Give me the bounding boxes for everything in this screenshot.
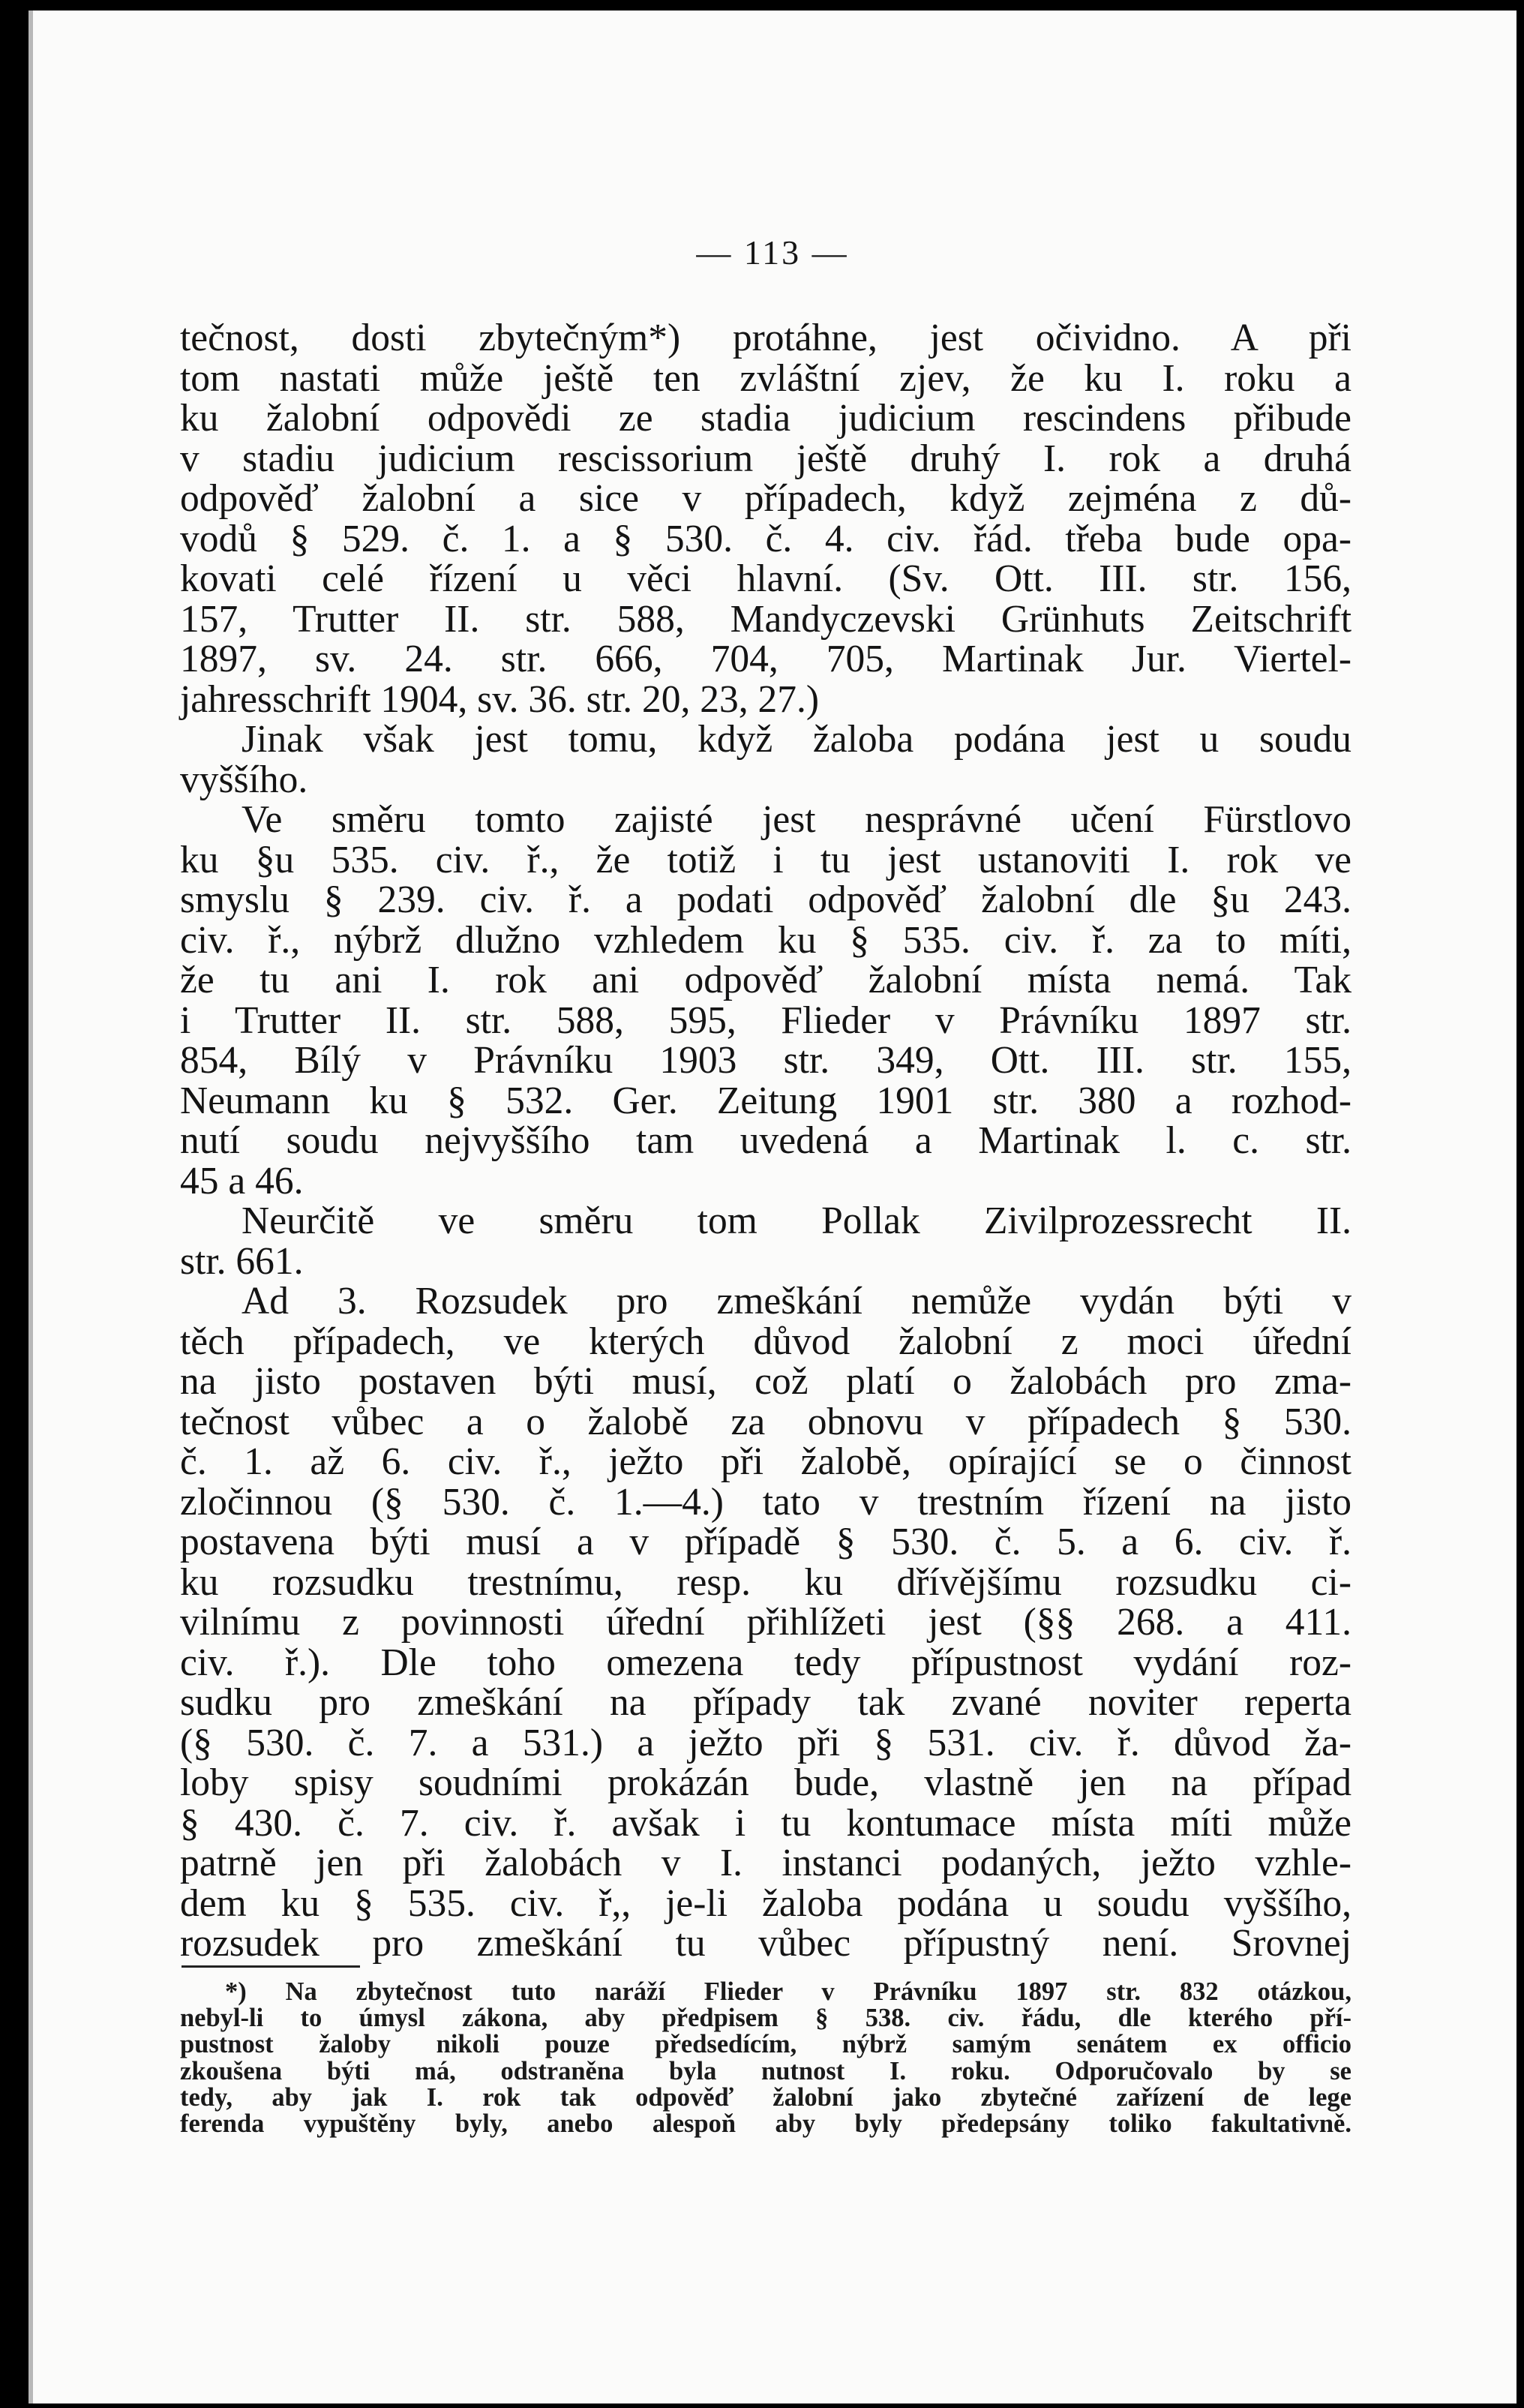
text-line: ku rozsudku trestnímu, resp. ku dřívějšímu rozsudku ci-	[180, 1560, 1352, 1604]
text-line: těch případech, ve kterých důvod žalobní z moci úřední	[180, 1320, 1352, 1363]
text-line: Jinak však jest tomu, když žaloba podána jest u soudu	[242, 718, 1352, 761]
text-line: ku §u 535. civ. ř., že totiž i tu jest ustanoviti I. rok ve	[180, 838, 1352, 881]
text-line: postavena býti musí a v případě § 530. č. 5. a 6. civ. ř.	[180, 1521, 1352, 1563]
text-line: sudku pro zmeškání na případy tak zvané noviter reperta	[180, 1681, 1352, 1724]
text-line: dem ku § 535. civ. ř,, je-li žaloba podána u soudu vyššího,	[180, 1881, 1352, 1925]
text-line: (§ 530. č. 7. a 531.) a ježto při § 531. civ. ř. důvod ža-	[180, 1721, 1352, 1764]
footnote-line: zkoušena býti má, odstraněna byla nutnost I. roku. Odporučovalo by se	[180, 2056, 1352, 2085]
text-line: kovati celé řízení u věci hlavní. (Sv. Ott. III. str. 156,	[180, 557, 1352, 600]
footnote-block	[180, 1979, 1352, 2137]
text-line: str. 661.	[180, 1239, 304, 1283]
text-line: Neurčitě ve směru tom Pollak Zivilprozessrecht II.	[242, 1199, 1352, 1242]
footnote-divider	[182, 1965, 360, 1968]
text-line: že tu ani I. rok ani odpověď žalobní místa nemá. Tak	[180, 959, 1352, 1001]
text-line: civ. ř., nýbrž dlužno vzhledem ku § 535. civ. ř. za to míti,	[180, 918, 1352, 962]
text-line: rozsudek pro zmeškání tu vůbec přípustný není. Srovnej	[180, 1922, 1352, 1965]
text-line: i Trutter II. str. 588, 595, Flieder v Právníku 1897 str.	[180, 998, 1352, 1042]
text-line: civ. ř.). Dle toho omezena tedy přípustnost vydání roz-	[180, 1641, 1352, 1684]
page-number-header: — 113 —	[696, 233, 849, 272]
text-line: č. 1. až 6. civ. ř., ježto při žalobě, opírající se o činnost	[180, 1440, 1352, 1483]
text-line: 45 a 46.	[180, 1159, 304, 1202]
footnote-line: tedy, aby jak I. rok tak odpověď žalobní jako zbytečné zařízení de lege	[180, 2082, 1352, 2112]
text-line: patrně jen při žalobách v I. instanci podaných, ježto vzhle-	[180, 1842, 1352, 1884]
text-line: Ad 3. Rozsudek pro zmeškání nemůže vydán býti v	[242, 1280, 1352, 1323]
footnote-line: *) Na zbytečnost tuto naráží Flieder v Právníku 1897 str. 832 otázkou,	[225, 1977, 1352, 2006]
text-line: vodů § 529. č. 1. a § 530. č. 4. civ. řád. třeba bude opa-	[180, 517, 1352, 560]
document-page	[28, 11, 1516, 2403]
text-line: 157, Trutter II. str. 588, Mandyczevski Grünhuts Zeitschrift	[180, 597, 1352, 641]
text-line: 854, Bílý v Právníku 1903 str. 349, Ott. III. str. 155,	[180, 1039, 1352, 1082]
text-line: ku žalobní odpovědi ze stadia judicium rescindens přibude	[180, 397, 1352, 440]
text-line: nutí soudu nejvyššího tam uvedená a Martinak l. c. str.	[180, 1119, 1352, 1162]
text-line: na jisto postaven býti musí, což platí o žalobách pro zma-	[180, 1360, 1352, 1403]
text-line: vilnímu z povinnosti úřední přihlížeti jest (§§ 268. a 411.	[180, 1601, 1352, 1644]
text-line: loby spisy soudními prokázán bude, vlastně jen na případ	[180, 1761, 1352, 1804]
text-line: v stadiu judicium rescissorium ještě druhý I. rok a druhá	[180, 437, 1352, 480]
text-line: Neumann ku § 532. Ger. Zeitung 1901 str. 380 a rozhod-	[180, 1079, 1352, 1122]
text-line: odpověď žalobní a sice v případech, když zejména z dů-	[180, 477, 1352, 520]
text-line: tečnost vůbec a o žalobě za obnovu v případech § 530.	[180, 1400, 1352, 1443]
text-line: jahresschrift 1904, sv. 36. str. 20, 23, 27.)	[180, 677, 820, 721]
text-line: § 430. č. 7. civ. ř. avšak i tu kontumace místa míti může	[180, 1801, 1352, 1845]
text-line: Ve směru tomto zajisté jest nesprávné učení Fürstlovo	[242, 798, 1352, 841]
text-line: zločinnou (§ 530. č. 1.—4.) tato v trestním řízení na jisto	[180, 1480, 1352, 1524]
text-line: tečnost, dosti zbytečným*) protáhne, jest očividno. A při	[180, 317, 1352, 359]
text-line: vyššího.	[180, 758, 308, 801]
footnote-line: pustnost žaloby nikoli pouze předsedícím, nýbrž samým senátem ex officio	[180, 2030, 1352, 2059]
text-line: tom nastati může ještě ten zvláštní zjev, že ku I. roku a	[180, 356, 1352, 400]
footnote-line: ferenda vypuštěny byly, anebo alespoň aby byly předepsány toliko fakultativně.	[180, 2109, 1352, 2138]
footnote-line: nebyl-li to úmysl zákona, aby předpisem § 538. civ. řádu, dle kterého pří-	[180, 2004, 1352, 2033]
text-line: 1897, sv. 24. str. 666, 704, 705, Martinak Jur. Viertel-	[180, 638, 1352, 680]
page-edge	[28, 11, 33, 2403]
text-line: smyslu § 239. civ. ř. a podati odpověď žalobní dle §u 243.	[180, 878, 1352, 921]
body-text	[180, 318, 1352, 1964]
